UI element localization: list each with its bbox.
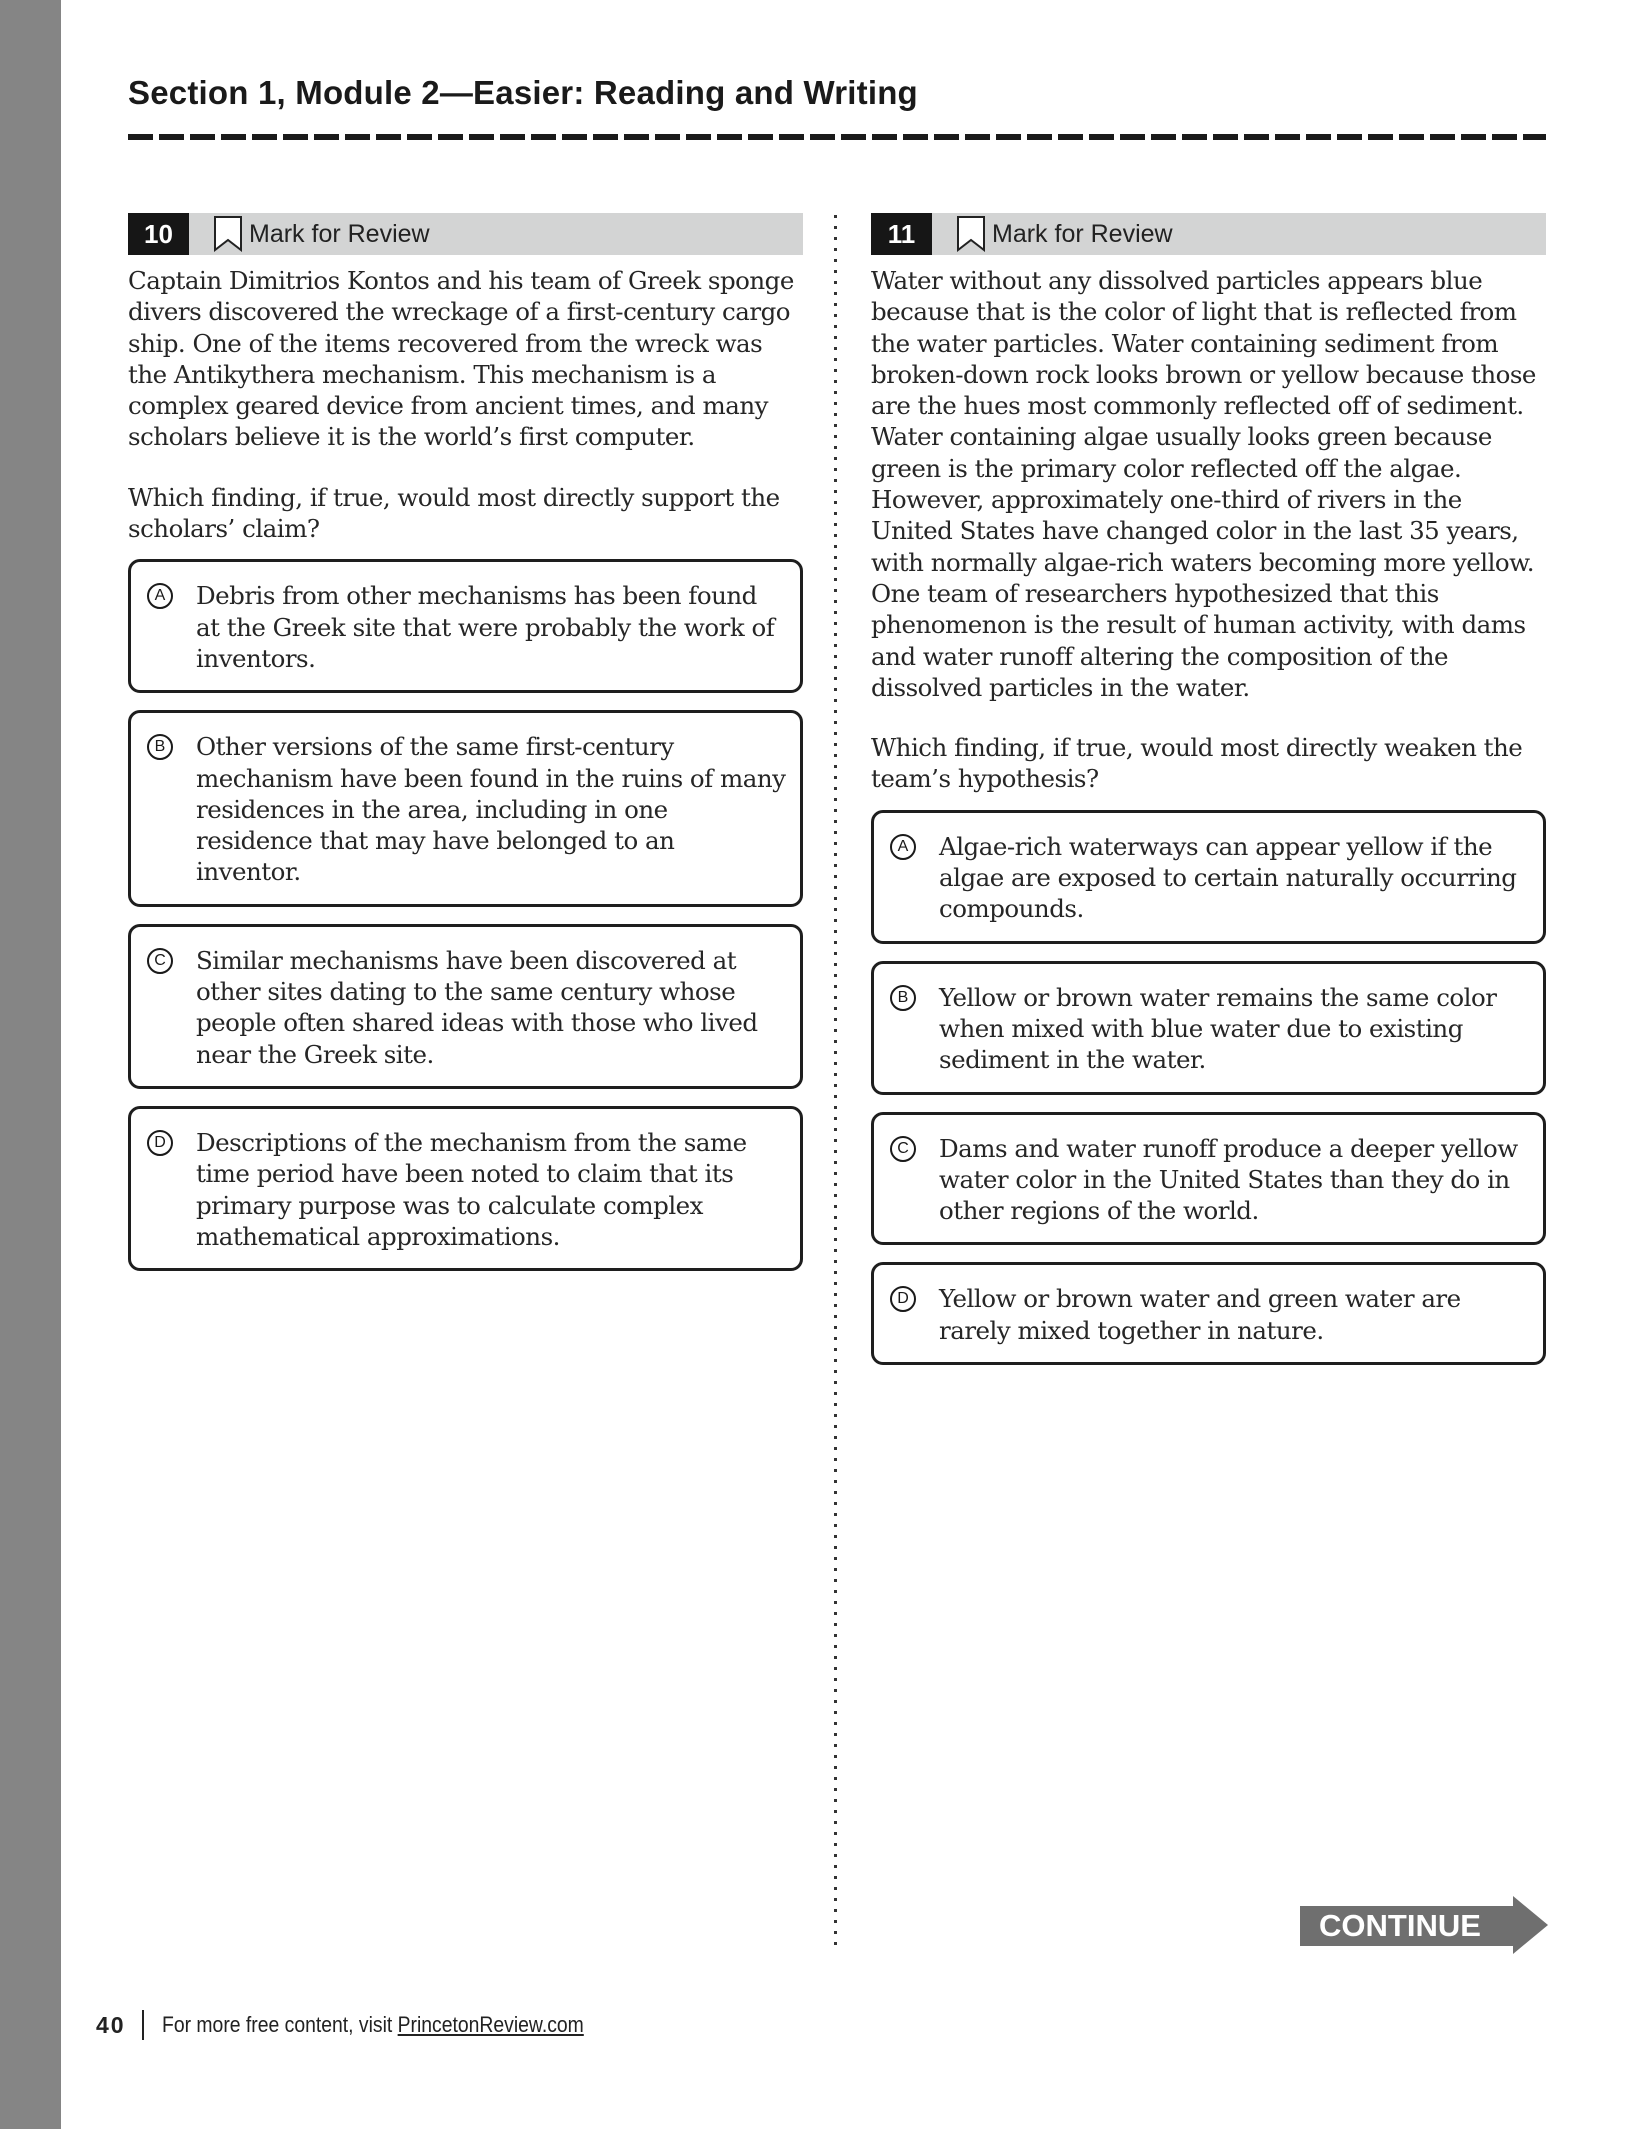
passage-text: Captain Dimitrios Kontos and his team of Greek sponge divers discovered the wreckage of a first-century cargo ship. One of the items recovered from the wreck was the Antikythera mechanism. This mechanism is a complex geared device from ancient times, and many scholars believe it is the world’s first computer.	[128, 266, 794, 452]
mark-for-review-button[interactable]: Mark for Review	[992, 219, 1173, 248]
question-number-badge: 10	[128, 213, 189, 255]
choice-text: Dams and water runoff produce a deeper yellow water color in the United States than they do in other regions of the world.	[939, 1133, 1518, 1226]
footer-promo-text: For more free content, visit	[161, 2012, 398, 2037]
question-prompt: Which finding, if true, would most directly weaken the team’s hypothesis?	[871, 733, 1523, 794]
choice-text: Other versions of the same first-century mechanism have been found in the ruins of many residences in the area, including in one residence that may have belonged to an inventor.	[196, 732, 786, 887]
choice-d[interactable]	[128, 1106, 803, 1271]
arrow-right-icon	[1513, 1896, 1548, 1954]
question-header	[128, 213, 803, 255]
continue-button[interactable]	[1300, 1896, 1548, 1954]
choice-a[interactable]	[871, 810, 1546, 944]
answer-choices	[871, 810, 1546, 1365]
choice-letter-d-icon: D	[890, 1286, 916, 1312]
choice-letter-b-icon: B	[890, 985, 916, 1011]
footer-separator	[142, 2010, 144, 2040]
continue-label: CONTINUE	[1319, 1908, 1481, 1943]
choice-letter-c-icon: C	[147, 948, 173, 974]
choice-b[interactable]	[871, 961, 1546, 1095]
choice-letter-a-icon: A	[890, 834, 916, 860]
choice-text: Debris from other mechanisms has been found at the Greek site that were probably the work of inventors.	[196, 581, 775, 673]
column-divider	[834, 215, 837, 1950]
choice-a[interactable]	[128, 559, 803, 693]
choice-letter-c-icon: C	[890, 1136, 916, 1162]
passage-text: Water without any dissolved particles appears blue because that is the color of light that is reflected from the water particles. Water containing sediment from broken-down rock looks brown or yellow because those are the hues most commonly reflected off of sediment. Water containing algae usually looks green because green is the primary color reflected off the algae. However, approximately one-third of rivers in the United States have changed color in the last 35 years, with normally algae-rich waters becoming more yellow. One team of researchers hypothesized that this phenomenon is the result of human activity, with dams and water runoff altering the composition of the dissolved particles in the water.	[871, 266, 1536, 702]
mark-for-review-button[interactable]: Mark for Review	[249, 219, 430, 248]
choice-c[interactable]	[871, 1112, 1546, 1246]
question-number-badge: 11	[871, 213, 932, 255]
left-margin-bar	[0, 0, 61, 2129]
footer-text	[162, 2012, 584, 2038]
title-dashed-rule	[128, 134, 1546, 140]
bookmark-icon[interactable]	[213, 216, 243, 252]
choice-letter-b-icon: B	[147, 734, 173, 760]
choice-letter-d-icon: D	[147, 1130, 173, 1156]
page-title: Section 1, Module 2—Easier: Reading and Writing	[128, 74, 918, 111]
bookmark-icon[interactable]	[956, 216, 986, 252]
choice-text: Descriptions of the mechanism from the same time period have been noted to claim that its primary purpose was to calculate complex mathematical approximations.	[196, 1127, 747, 1251]
princeton-review-link[interactable]: PrincetonReview.com	[397, 2012, 584, 2037]
choice-d[interactable]	[871, 1262, 1546, 1365]
choice-text: Yellow or brown water remains the same color when mixed with blue water due to existing sediment in the water.	[939, 982, 1497, 1075]
question-11	[871, 213, 1546, 1365]
question-prompt: Which finding, if true, would most directly support the scholars’ claim?	[128, 482, 780, 544]
page-number: 40	[96, 2011, 126, 2038]
page-footer	[96, 2010, 641, 2040]
question-10	[128, 213, 803, 1271]
choice-text: Algae-rich waterways can appear yellow if the algae are exposed to certain naturally occurring compounds.	[939, 831, 1517, 924]
choice-letter-a-icon: A	[147, 583, 173, 609]
choice-text: Yellow or brown water and green water are rarely mixed together in nature.	[939, 1284, 1461, 1345]
answer-choices	[128, 559, 803, 1271]
question-header	[871, 213, 1546, 255]
choice-c[interactable]	[128, 924, 803, 1089]
choice-text: Similar mechanisms have been discovered at other sites dating to the same century whose people often shared ideas with those who lived near the Greek site.	[196, 945, 758, 1069]
choice-b[interactable]	[128, 710, 803, 906]
